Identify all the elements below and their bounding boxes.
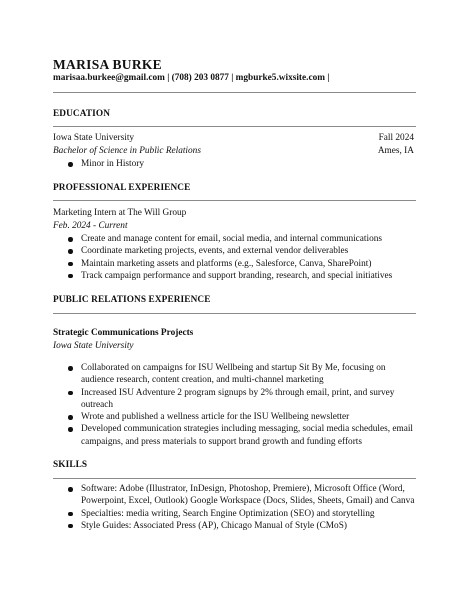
contact-line: marisaa.burkee@gmail.com | (708) 203 0877 | mgburke5.wixsite.com | [53, 73, 330, 83]
list-item [68, 158, 144, 170]
bullet-icon [68, 262, 73, 267]
bullet-text-line: Style Guides: Associated Press (AP), Chicago Manual of Style (CMoS) [81, 520, 347, 531]
bullet-text: Coordinate marketing projects, events, and external vendor deliverables [81, 246, 349, 257]
header-divider [53, 92, 416, 93]
bullet-text-line: campaigns, and press materials to support brand growth and funding efforts [81, 436, 362, 447]
bullet-text-line: outreach [81, 399, 114, 410]
bullet-text: Maintain marketing assets and platforms (e.g., Salesforce, Canva, SharePoint) [81, 258, 372, 269]
education-date: Fall 2024 [378, 133, 414, 143]
bullet-icon [68, 249, 73, 254]
education-heading: EDUCATION [53, 109, 111, 119]
list-item [68, 258, 392, 270]
skills-bullet-list [68, 483, 414, 532]
skills-divider [53, 478, 416, 479]
bullet-text: Create and manage content for email, social media, and internal communications [81, 234, 383, 244]
pr-bullet-list [68, 362, 413, 448]
bullet-icon [68, 524, 73, 529]
professional-heading: PROFESSIONAL EXPERIENCE [53, 183, 191, 193]
education-divider [53, 126, 416, 127]
bullet-icon [68, 427, 73, 432]
list-item [68, 483, 414, 508]
list-item [68, 362, 413, 387]
professional-role: Marketing Intern at The Will Group [53, 208, 187, 218]
bullet-icon [68, 512, 73, 517]
professional-dates: Feb. 2024 - Current [53, 221, 128, 231]
bullet-text-line: Software: Adobe (Illustrator, InDesign, Photoshop, Premiere), Microsoft Office (Word, [81, 484, 405, 494]
pr-organization: Iowa State University [53, 341, 134, 351]
pr-divider [53, 313, 416, 314]
education-school: Iowa State University [53, 133, 135, 143]
bullet-icon [68, 415, 73, 420]
professional-divider [53, 200, 416, 201]
bullet-text: Minor in History [81, 159, 145, 169]
bullet-text: Track campaign performance and support branding, research, and special initiatives [81, 270, 393, 281]
pr-project-title: Strategic Communications Projects [53, 328, 194, 338]
bullet-icon [68, 162, 73, 167]
bullet-text-line: Increased ISU Adventure 2 program signups by 2% through email, print, and survey [81, 387, 395, 398]
list-item [68, 520, 414, 532]
list-item [68, 387, 413, 412]
bullet-icon [68, 274, 73, 279]
bullet-text-line: Collaborated on campaigns for ISU Wellbeing and startup Sit By Me, focusing on [81, 363, 386, 373]
bullet-text-line: Developed communication strategies including messaging, social media schedules, email [81, 424, 414, 435]
education-bullet-list [68, 158, 144, 170]
education-location: Ames, IA [377, 146, 414, 156]
bullet-text-line: Powerpoint, Excel, Outlook) Google Workspace (Docs, Slides, Sheets, Gmail) and Canva [81, 496, 415, 507]
list-item [68, 245, 392, 257]
bullet-text-line: Wrote and published a wellness article for the ISU Wellbeing newsletter [81, 412, 350, 423]
list-item [68, 233, 392, 245]
bullet-icon [68, 366, 73, 371]
list-item [68, 270, 392, 282]
bullet-icon [68, 487, 73, 492]
education-degree: Bachelor of Science in Public Relations [53, 146, 201, 156]
bullet-icon [68, 237, 73, 242]
bullet-text-line: Specialties: media writing, Search Engine Optimization (SEO) and storytelling [81, 508, 375, 519]
bullet-text-line: audience research, content creation, and multi-channel marketing [81, 375, 324, 386]
candidate-name: MARISA BURKE [53, 57, 162, 72]
skills-heading: SKILLS [53, 460, 88, 470]
list-item [68, 508, 414, 520]
list-item [68, 423, 413, 448]
bullet-icon [68, 391, 73, 396]
professional-bullet-list [68, 233, 392, 282]
list-item [68, 411, 413, 423]
pr-heading: PUBLIC RELATIONS EXPERIENCE [53, 295, 211, 305]
